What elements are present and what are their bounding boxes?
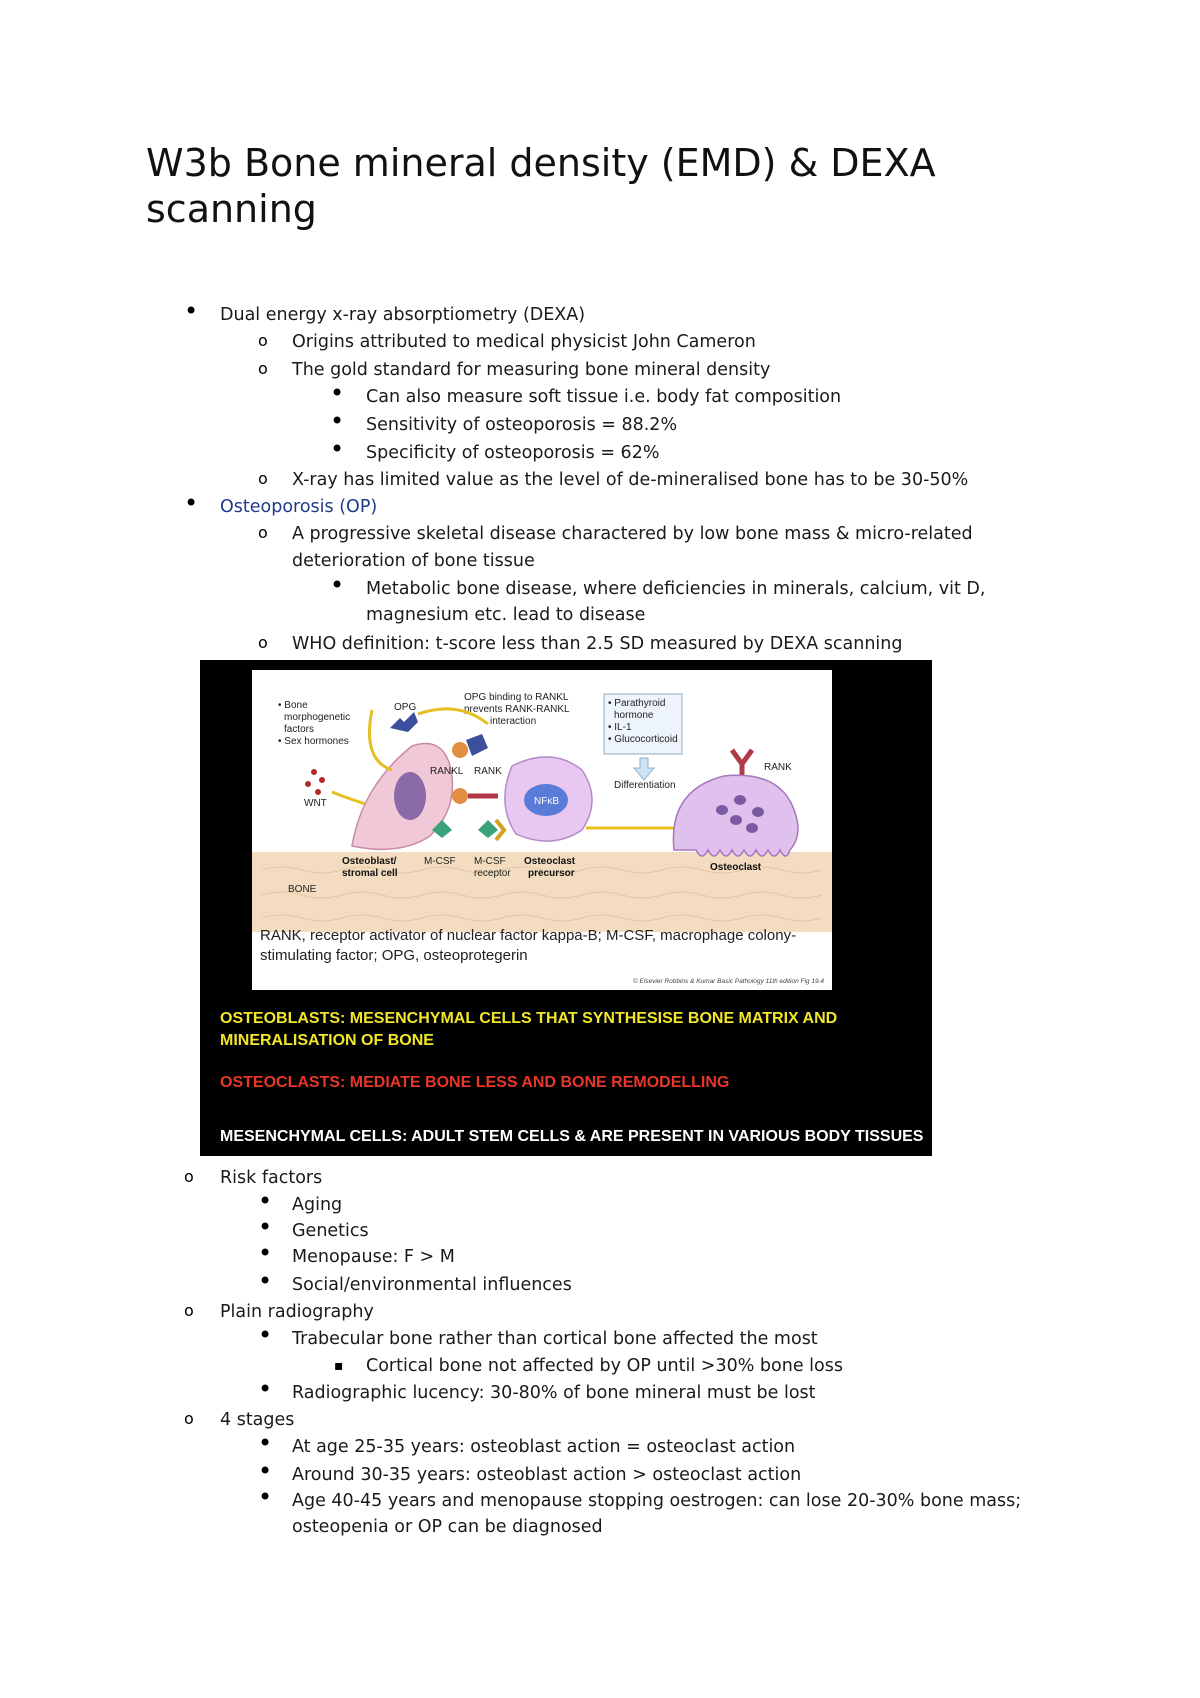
diagram-panel	[252, 670, 832, 990]
label-precursor-2: precursor	[528, 868, 575, 879]
figure-caption: RANK, receptor activator of nuclear factor kappa-B; M-CSF, macrophage colony-stimulating factor; OPG, osteoprotegerin	[260, 927, 797, 964]
list-item: Trabecular bone rather than cortical bone affected the most	[292, 1329, 818, 1349]
label-pth-1: • Parathyroid	[608, 698, 666, 709]
bullet-circle	[258, 630, 268, 656]
bullet-disc	[258, 1322, 272, 1351]
osteoblasts-note-cont: MINERALISATION OF BONE	[220, 1032, 434, 1049]
label-nfkb: NFκB	[534, 796, 559, 807]
label-mcsf: M-CSF	[424, 856, 456, 867]
label-precursor-1: Osteoclast	[524, 856, 576, 867]
list-item: Radiographic lucency: 30-80% of bone mineral must be lost	[292, 1383, 816, 1403]
list-item: The gold standard for measuring bone mineral density	[292, 360, 771, 380]
list-item: Genetics	[292, 1221, 369, 1241]
list-item-heading: Osteoporosis (OP)	[220, 497, 378, 517]
label-sex-hormones: • Sex hormones	[278, 736, 349, 747]
list-item: Metabolic bone disease, where deficiencies in minerals, calcium, vit D,	[366, 579, 986, 599]
bullet-circle	[184, 1406, 194, 1432]
label-pth-2: hormone	[614, 710, 654, 721]
list-item: Social/environmental influences	[292, 1275, 572, 1295]
bullet-square	[334, 1352, 344, 1379]
label-bmf: • Bone	[278, 700, 308, 711]
label-mcsf-receptor-2: receptor	[474, 868, 511, 879]
bone-remodelling-figure	[200, 660, 932, 1156]
label-rank-mid: RANK	[474, 766, 502, 777]
list-item: 4 stages	[220, 1410, 295, 1430]
list-item: Aging	[292, 1195, 343, 1215]
bullet-disc	[184, 298, 198, 327]
list-item: Age 40-45 years and menopause stopping oestrogen: can lose 20-30% bone mass;	[292, 1491, 1022, 1511]
bullet-circle	[258, 466, 268, 492]
label-wnt: WNT	[304, 798, 327, 809]
label-rankl: RANKL	[430, 766, 464, 777]
label-opg-binding-1: OPG binding to RANKL	[464, 692, 569, 703]
label-bmf-3: factors	[284, 724, 315, 735]
list-item: Menopause: F > M	[292, 1247, 455, 1267]
label-bmf-2: morphogenetic	[284, 712, 351, 723]
osteoblast-nucleus	[394, 772, 426, 820]
bullet-disc	[330, 572, 344, 601]
bullet-disc	[330, 380, 344, 409]
list-item: WHO definition: t-score less than 2.5 SD measured by DEXA scanning	[292, 634, 903, 654]
list-item: Dual energy x-ray absorptiometry (DEXA)	[220, 305, 586, 325]
bullet-disc	[330, 408, 344, 437]
list-item: X-ray has limited value as the level of de-mineralised bone has to be 30-50%	[292, 470, 969, 490]
list-item: Origins attributed to medical physicist John Cameron	[292, 332, 756, 352]
mesenchymal-note: MESENCHYMAL CELLS: ADULT STEM CELLS & ARE PRESENT IN VARIOUS BODY TISSUES	[220, 1128, 924, 1145]
label-bone: BONE	[288, 884, 317, 895]
bullet-disc	[258, 1484, 272, 1513]
bullet-disc	[258, 1240, 272, 1269]
bullet-circle	[184, 1298, 194, 1324]
bullet-disc	[330, 436, 344, 465]
bullet-disc	[184, 490, 198, 519]
figure-credit: © Elsevier Robbins & Kumar Basic Pathology 11th edition Fig 19.4	[632, 978, 824, 985]
list-item-continuation: magnesium etc. lead to disease	[366, 605, 646, 625]
osteoclasts-note: OSTEOCLASTS: MEDIATE BONE LESS AND BONE REMODELLING	[220, 1074, 730, 1091]
list-item: A progressive skeletal disease charactered by low bone mass & micro-related	[292, 524, 973, 544]
label-osteoclast: Osteoclast	[710, 862, 762, 873]
list-item-continuation: deterioration of bone tissue	[292, 551, 535, 571]
list-item: Cortical bone not affected by OP until >30% bone loss	[366, 1356, 843, 1376]
list-item-continuation: osteopenia or OP can be diagnosed	[292, 1517, 603, 1537]
label-il1: • IL-1	[608, 722, 632, 733]
label-glucocorticoid: • Glucocorticoid	[608, 734, 678, 745]
bullet-circle	[258, 520, 268, 546]
label-opg-binding-3: interaction	[490, 716, 537, 727]
opg-icon	[390, 712, 418, 732]
bullet-circle	[184, 1164, 194, 1190]
label-opg: OPG	[394, 702, 417, 713]
list-item: Plain radiography	[220, 1302, 374, 1322]
label-osteoblast-2: stromal cell	[342, 868, 398, 879]
label-rank-right: RANK	[764, 762, 792, 773]
list-item: Risk factors	[220, 1168, 323, 1188]
label-differentiation: Differentiation	[614, 780, 676, 791]
bullet-disc	[258, 1430, 272, 1459]
osteoblasts-note: OSTEOBLASTS: MESENCHYMAL CELLS THAT SYNTHESISE BONE MATRIX AND	[220, 1010, 838, 1027]
list-item: Sensitivity of osteoporosis = 88.2%	[366, 415, 678, 435]
bullet-circle	[258, 328, 268, 354]
down-arrow-icon	[634, 758, 654, 780]
bullet-disc	[258, 1376, 272, 1405]
label-opg-binding-2: prevents RANK-RANKL	[464, 704, 570, 715]
list-item: Around 30-35 years: osteoblast action > osteoclast action	[292, 1465, 802, 1485]
list-item: At age 25-35 years: osteoblast action = osteoclast action	[292, 1437, 796, 1457]
bullet-disc	[258, 1268, 272, 1297]
list-item: Specificity of osteoporosis = 62%	[366, 443, 660, 463]
bullet-circle	[258, 356, 268, 382]
label-mcsf-receptor-1: M-CSF	[474, 856, 506, 867]
label-osteoblast-1: Osteoblast/	[342, 856, 397, 867]
page-title: W3b Bone mineral density (EMD) & DEXA scanning	[146, 141, 936, 231]
list-item: Can also measure soft tissue i.e. body fat composition	[366, 387, 842, 407]
